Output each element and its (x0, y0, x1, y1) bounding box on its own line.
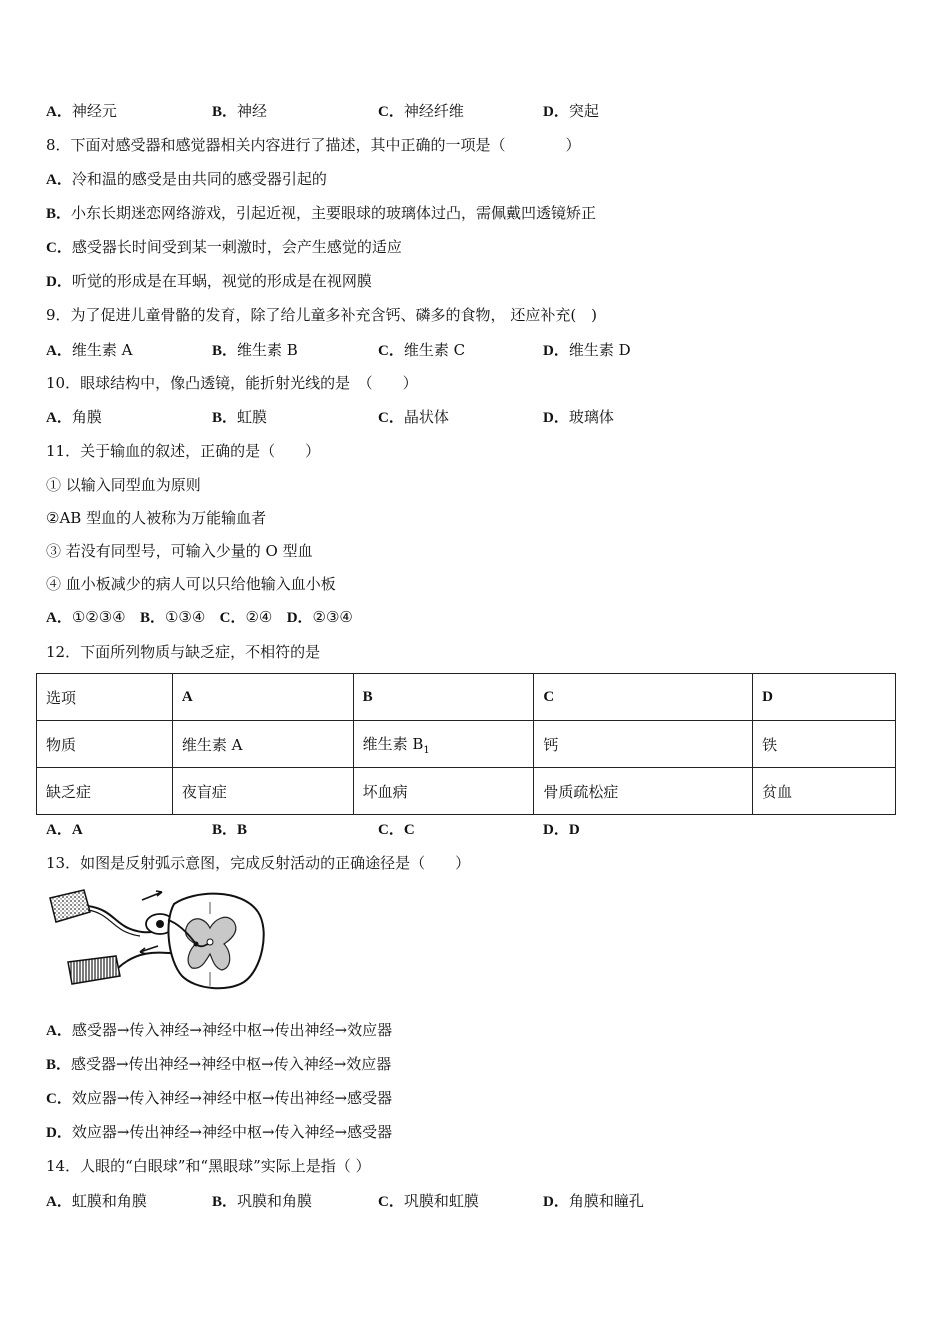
q10-stem: 10．眼球结构中，像凸透镜，能折射光线的是 （ ） (46, 374, 418, 392)
q8-option-a: A．冷和温的感受是由共同的感受器引起的 (46, 170, 327, 188)
q13-option-c: C．效应器→传入神经→神经中枢→传出神经→感受器 (46, 1089, 393, 1107)
spinal-cord-icon (168, 894, 263, 989)
q10-option-b: B．虹膜 (212, 408, 268, 426)
arrow-in-icon (142, 892, 162, 900)
q11-options: A．①②③④ B．①③④ C．②④ D．②③④ (46, 608, 353, 626)
table-row (37, 721, 896, 768)
q13-option-d: D．效应器→传出神经→神经中枢→传入神经→感受器 (46, 1123, 393, 1141)
q7-option-a: A．神经元 (46, 102, 117, 120)
q7-option-b: B．神经 (212, 102, 268, 120)
q9-option-b: B．维生素 B (212, 341, 298, 359)
q9-option-d: D．维生素 D (543, 341, 631, 359)
q12-option-d: D．D (543, 822, 580, 838)
reflex-arc-diagram (46, 884, 268, 996)
q14-option-a: A．虹膜和角膜 (46, 1192, 147, 1210)
q8-option-c: C．感受器长时间受到某一刺激时，会产生感觉的适应 (46, 238, 402, 256)
q14-stem: 14．人眼的“白眼球”和“黑眼球”实际上是指（ ） (46, 1157, 371, 1175)
q13-option-b: B．感受器→传出神经→神经中枢→传入神经→效应器 (46, 1055, 392, 1073)
q11-item-3: ③ 若没有同型号，可输入少量的 O 型血 (46, 542, 313, 560)
q13-option-a: A．感受器→传入神经→神经中枢→传出神经→效应器 (46, 1021, 393, 1039)
q8-option-b: B．小东长期迷恋网络游戏，引起近视，主要眼球的玻璃体过凸，需佩戴凹透镜矫正 (46, 204, 597, 222)
q11-item-1: ① 以输入同型血为原则 (46, 476, 201, 494)
table-cell: 骨质疏松症 (534, 768, 753, 815)
q12-table (36, 673, 896, 815)
table-cell: D (753, 674, 896, 721)
table-cell: 维生素 $B_1$ (353, 721, 534, 768)
q7-option-d: D．突起 (543, 102, 599, 120)
q8-stem: 8．下面对感受器和感觉器相关内容进行了描述，其中正确的一项是（ ） (46, 136, 581, 154)
table-cell: 物质 (37, 721, 173, 768)
table-cell: 钙 (534, 721, 753, 768)
q11-stem: 11．关于输血的叙述，正确的是（ ） (46, 442, 321, 460)
q9-option-c: C．维生素 C (378, 341, 466, 359)
table-row (37, 768, 896, 815)
q11-item-4: ④ 血小板减少的病人可以只给他输入血小板 (46, 575, 336, 593)
q12-option-c: C．C (378, 822, 415, 838)
q9-stem: 9．为了促进儿童骨骼的发育，除了给儿童多补充含钙、磷多的食物， 还应补充( ) (46, 306, 598, 324)
table-cell: 铁 (753, 721, 896, 768)
q12-option-a: A．A (46, 822, 83, 838)
q11-item-2: ②AB 型血的人被称为万能输血者 (46, 509, 267, 527)
table-cell: 贫血 (753, 768, 896, 815)
q7-option-c: C．神经纤维 (378, 102, 464, 120)
q10-option-d: D．玻璃体 (543, 408, 614, 426)
table-cell: B (353, 674, 534, 721)
q13-stem: 13．如图是反射弧示意图，完成反射活动的正确途径是（ ） (46, 854, 471, 872)
table-cell: 维生素 A (172, 721, 353, 768)
q14-option-d: D．角膜和瞳孔 (543, 1192, 644, 1210)
table-header-row (37, 674, 896, 721)
q14-option-b: B．巩膜和角膜 (212, 1192, 313, 1210)
table-cell: 坏血病 (353, 768, 534, 815)
effector-icon (68, 956, 120, 984)
q12-stem: 12．下面所列物质与缺乏症，不相符的是 (46, 643, 321, 661)
table-cell: 选项 (37, 674, 173, 721)
q14-option-c: C．巩膜和虹膜 (378, 1192, 479, 1210)
table-cell: A (172, 674, 353, 721)
q9-option-a: A．维生素 A (46, 341, 133, 359)
table-cell: 夜盲症 (172, 768, 353, 815)
table-cell: 缺乏症 (37, 768, 173, 815)
receptor-icon (50, 890, 90, 922)
table-cell: C (534, 674, 753, 721)
q10-option-a: A．角膜 (46, 408, 102, 426)
q8-option-d: D．听觉的形成是在耳蜗，视觉的形成是在视网膜 (46, 272, 372, 290)
q12-option-b: B．B (212, 822, 248, 838)
q10-option-c: C．晶状体 (378, 408, 449, 426)
